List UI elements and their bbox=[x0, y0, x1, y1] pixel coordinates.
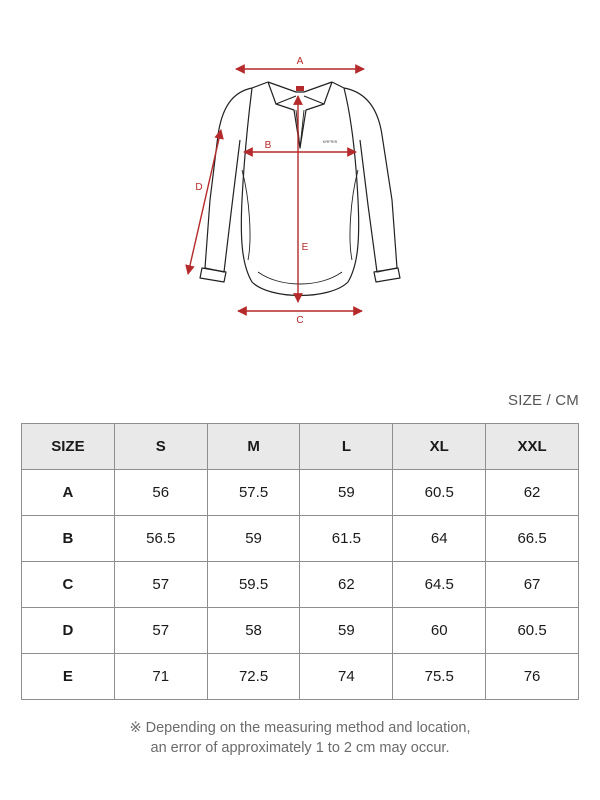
table-cell: 62 bbox=[300, 562, 393, 608]
measure-label-e: E bbox=[301, 242, 309, 253]
row-label: B bbox=[22, 516, 115, 562]
header-cell: S bbox=[114, 424, 207, 470]
table-row bbox=[22, 516, 579, 562]
table-cell: 57 bbox=[114, 562, 207, 608]
shirt-measurement-diagram bbox=[0, 0, 600, 340]
measure-label-a: A bbox=[296, 56, 304, 67]
measurement-note bbox=[0, 718, 600, 758]
table-cell: 71 bbox=[114, 654, 207, 700]
brand-tag-icon bbox=[296, 86, 304, 91]
table-cell: 74 bbox=[300, 654, 393, 700]
table-cell: 60.5 bbox=[486, 608, 579, 654]
table-cell: 66.5 bbox=[486, 516, 579, 562]
header-cell: XXL bbox=[486, 424, 579, 470]
table-cell: 75.5 bbox=[393, 654, 486, 700]
note-line-2: an error of approximately 1 to 2 cm may occur. bbox=[150, 740, 450, 756]
measure-label-c: C bbox=[296, 315, 304, 326]
table-row bbox=[22, 654, 579, 700]
table-row bbox=[22, 470, 579, 516]
table-cell: 57 bbox=[114, 608, 207, 654]
table-cell: 56.5 bbox=[114, 516, 207, 562]
note-line-1: ※ Depending on the measuring method and location, bbox=[129, 720, 471, 736]
header-cell: SIZE bbox=[22, 424, 115, 470]
table-cell: 56 bbox=[114, 470, 207, 516]
table-row bbox=[22, 562, 579, 608]
row-label: E bbox=[22, 654, 115, 700]
table-cell: 59 bbox=[300, 608, 393, 654]
shirt-illustration bbox=[200, 82, 400, 296]
header-cell: M bbox=[207, 424, 300, 470]
table-cell: 59 bbox=[300, 470, 393, 516]
row-label: A bbox=[22, 470, 115, 516]
table-cell: 62 bbox=[486, 470, 579, 516]
table-cell: 60.5 bbox=[393, 470, 486, 516]
table-cell: 59 bbox=[207, 516, 300, 562]
header-cell: XL bbox=[393, 424, 486, 470]
unit-label: SIZE / CM bbox=[508, 392, 579, 409]
table-cell: 59.5 bbox=[207, 562, 300, 608]
table-cell: 61.5 bbox=[300, 516, 393, 562]
table-cell: 64 bbox=[393, 516, 486, 562]
table-cell: 76 bbox=[486, 654, 579, 700]
table-cell: 67 bbox=[486, 562, 579, 608]
table-cell: 58 bbox=[207, 608, 300, 654]
row-label: D bbox=[22, 608, 115, 654]
table-header-row bbox=[22, 424, 579, 470]
table-cell: 60 bbox=[393, 608, 486, 654]
brand-mark: KRFRIS bbox=[322, 139, 338, 144]
measure-label-d: D bbox=[195, 182, 203, 193]
table-cell: 64.5 bbox=[393, 562, 486, 608]
table-row bbox=[22, 608, 579, 654]
row-label: C bbox=[22, 562, 115, 608]
size-chart-table bbox=[21, 423, 579, 700]
table-cell: 72.5 bbox=[207, 654, 300, 700]
table-cell: 57.5 bbox=[207, 470, 300, 516]
measure-label-b: B bbox=[264, 140, 272, 151]
header-cell: L bbox=[300, 424, 393, 470]
